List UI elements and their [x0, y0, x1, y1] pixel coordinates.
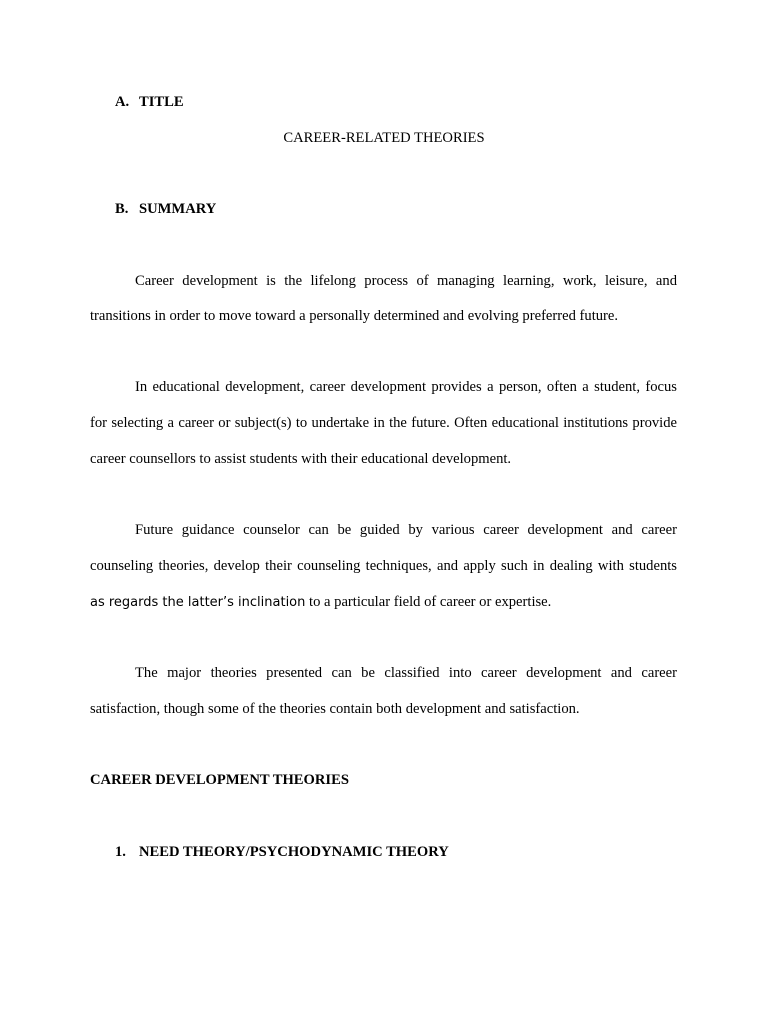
paragraph-2-line-3: career counsellors to assist students with their educational development.: [90, 451, 512, 467]
paragraph-3-line-3-part-b: to a particular field of career or expertise.: [305, 594, 552, 610]
paragraph-2-line-2: for selecting a career or subject(s) to undertake in the future. Often educational institutions provide: [90, 415, 677, 431]
section-b-label: SUMMARY: [139, 201, 217, 217]
item-1-heading: [115, 843, 449, 861]
section-a-label: TITLE: [139, 94, 184, 110]
paragraph-2-line-1: In educational development, career development provides a person, often a student, focus: [135, 379, 677, 395]
section-b-heading: [115, 200, 216, 218]
item-1-label: NEED THEORY/PSYCHODYNAMIC THEORY: [139, 844, 449, 860]
paragraph-3-line-3: [90, 593, 551, 612]
career-development-theories-heading: CAREER DEVELOPMENT THEORIES: [90, 772, 349, 788]
item-1-number: 1.: [115, 844, 126, 860]
section-b-marker: B.: [115, 201, 129, 217]
paragraph-3-line-2: counseling theories, develop their counseling techniques, and apply such in dealing with students: [90, 558, 677, 574]
section-a-marker: A.: [115, 94, 130, 110]
paragraph-4-line-2: satisfaction, though some of the theories contain both development and satisfaction.: [90, 701, 580, 717]
section-a-heading: [115, 93, 184, 111]
document-title: CAREER-RELATED THEORIES: [283, 130, 485, 146]
paragraph-1-line-2: transitions in order to move toward a personally determined and evolving preferred future.: [90, 308, 619, 324]
paragraph-3-line-1: Future guidance counselor can be guided by various career development and career: [135, 522, 677, 538]
paragraph-4-line-1: The major theories presented can be classified into career development and career: [135, 665, 677, 681]
paragraph-3-line-3-part-a: as regards the latter’s inclination: [90, 595, 306, 610]
paragraph-1-line-1: Career development is the lifelong process of managing learning, work, leisure, and: [135, 273, 677, 289]
